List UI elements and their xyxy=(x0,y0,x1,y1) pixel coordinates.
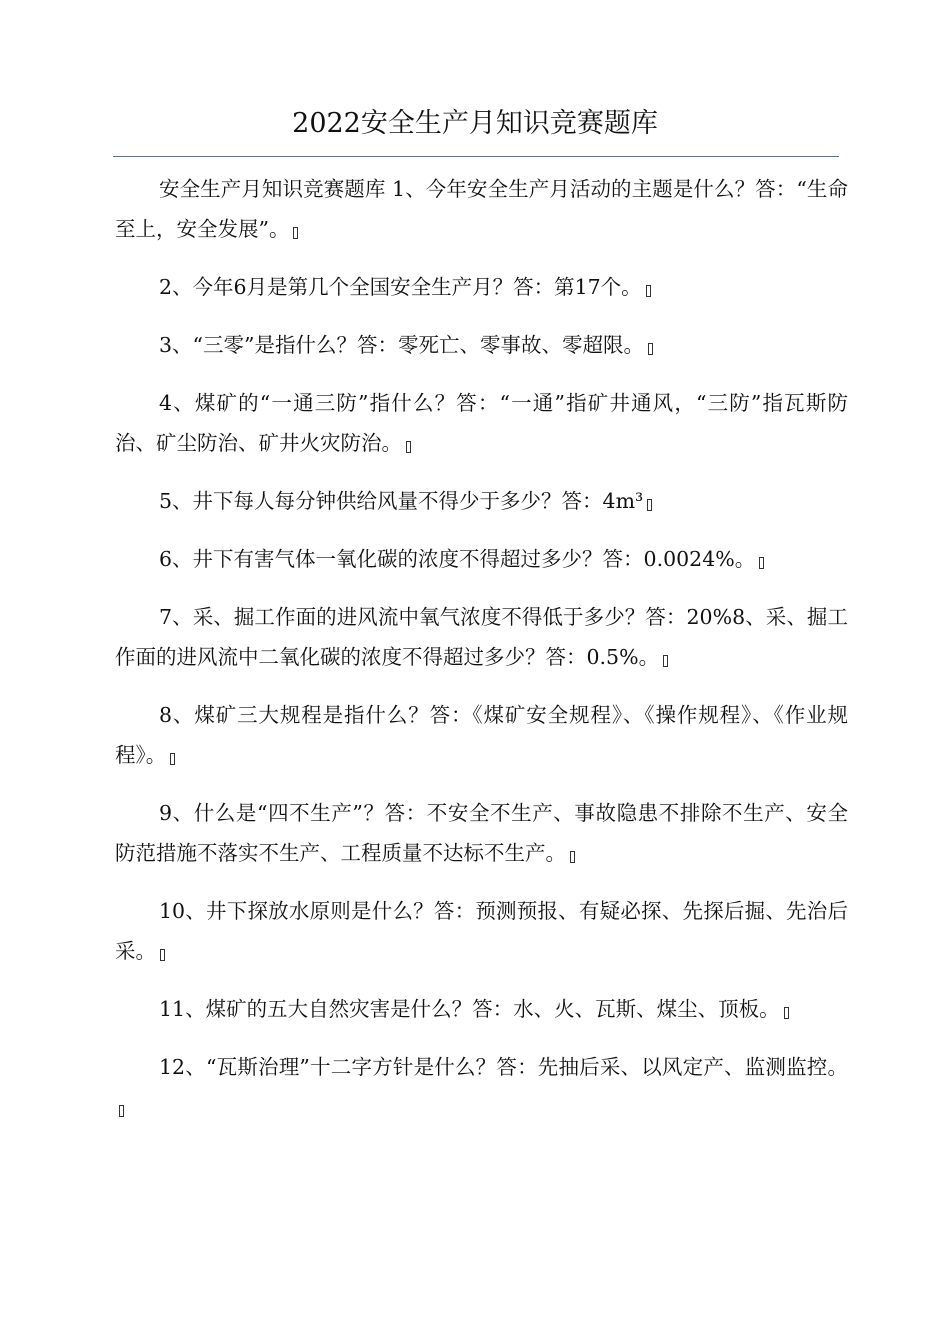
paragraph-4 xyxy=(115,383,848,463)
paragraph-text: 3、“三零”是指什么？答：零死亡、零事故、零超限。 xyxy=(159,333,645,357)
paragraph-mark-icon xyxy=(784,1007,789,1019)
paragraph-3 xyxy=(115,325,848,365)
paragraph-text: 4、煤矿的“一通三防”指什么？答：“一通”指矿井通风，“三防”指瓦斯防治、矿尘防治、矿井火灾防治。 xyxy=(115,391,848,455)
paragraph-7 xyxy=(115,597,848,677)
paragraph-mark-icon xyxy=(663,655,668,667)
paragraph-1 xyxy=(115,169,848,249)
paragraph-mark-icon xyxy=(647,499,652,511)
paragraph-mark-icon xyxy=(406,441,411,453)
paragraph-9 xyxy=(115,793,848,873)
paragraph-mark-icon xyxy=(160,949,165,961)
paragraph-10 xyxy=(115,891,848,971)
paragraph-text: 5、井下每人每分钟供给风量不得少于多少？答：4m³ xyxy=(159,489,644,513)
paragraph-text: 9、什么是“四不生产”？答：不安全不生产、事故隐患不排除不生产、安全防范措施不落实不生产、工程质量不达标不生产。 xyxy=(115,801,848,865)
paragraph-text: 10、井下探放水原则是什么？答：预测预报、有疑必探、先探后掘、先治后采。 xyxy=(115,899,848,963)
paragraph-6 xyxy=(115,539,848,579)
paragraph-mark-icon xyxy=(170,753,175,765)
paragraph-mark-icon xyxy=(293,227,298,239)
paragraph-2 xyxy=(115,267,848,307)
paragraph-8 xyxy=(115,695,848,775)
paragraph-mark-icon xyxy=(648,343,653,355)
paragraph-5 xyxy=(115,481,848,521)
paragraph-mark-icon xyxy=(119,1105,124,1117)
paragraph-text: 7、采、掘工作面的进风流中氧气浓度不得低于多少？答：20%8、采、掘工作面的进风流中二氧化碳的浓度不得超过多少？答：0.5%。 xyxy=(115,605,848,669)
document-body xyxy=(115,169,848,1145)
paragraph-text: 6、井下有害气体一氧化碳的浓度不得超过多少？答：0.0024%。 xyxy=(159,547,756,571)
paragraph-text: 11、煤矿的五大自然灾害是什么？答：水、火、瓦斯、煤尘、顶板。 xyxy=(159,997,780,1021)
paragraph-text: 8、煤矿三大规程是指什么？答：《煤矿安全规程》、《操作规程》、《作业规程》。 xyxy=(115,703,848,767)
paragraph-text: 12、“瓦斯治理”十二字方针是什么？答：先抽后采、以风定产、监测监控。 xyxy=(159,1055,848,1079)
paragraph-text: 安全生产月知识竞赛题库 1、今年安全生产月活动的主题是什么？答：“生命至上，安全发展”。 xyxy=(115,177,848,241)
paragraph-mark-icon xyxy=(759,557,764,569)
title-divider xyxy=(113,156,839,157)
paragraph-12 xyxy=(115,1047,848,1127)
paragraph-mark-icon xyxy=(646,285,651,297)
page-title: 2022安全生产月知识竞赛题库 xyxy=(292,108,658,139)
paragraph-11 xyxy=(115,989,848,1029)
paragraph-text: 2、今年6月是第几个全国安全生产月？答：第17个。 xyxy=(159,275,642,299)
paragraph-mark-icon xyxy=(570,851,575,863)
